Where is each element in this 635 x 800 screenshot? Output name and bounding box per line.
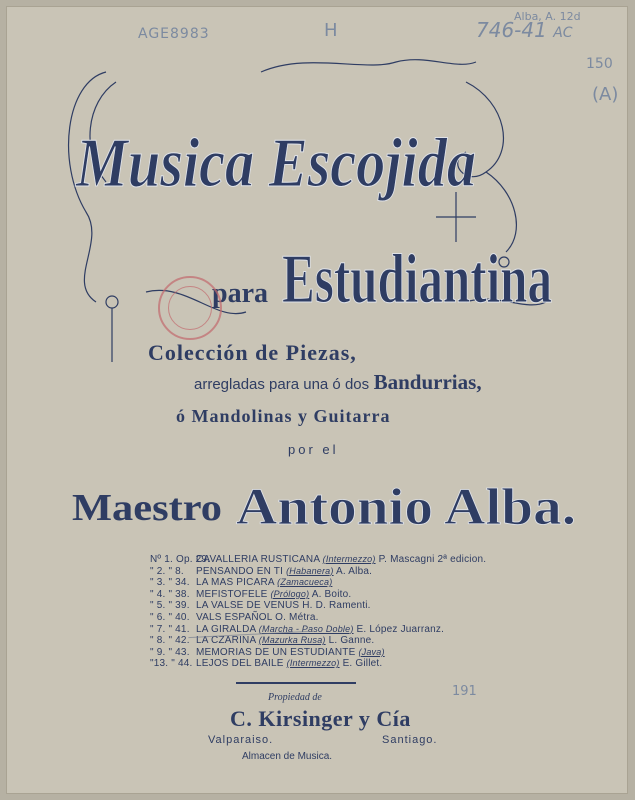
piece-note: (Java) [358, 646, 385, 657]
piece-composer: O. Métra. [275, 611, 319, 623]
piece-number: "13. " 44. [150, 658, 193, 670]
piece-note: (Intermezzo) [322, 554, 376, 564]
pencil-circled-letter: (A) [592, 84, 619, 105]
piece-note: (Marcha - Paso Doble) [258, 623, 354, 634]
author-prefix: Maestro [72, 487, 223, 529]
piece-number: " 9. " 43. [150, 646, 190, 658]
subtitle-arregladas [194, 370, 482, 395]
library-stamp [158, 276, 222, 340]
pencil-shelf-number: 746-41 AC [476, 18, 573, 42]
piece-edition: 2ª edicion. [437, 554, 487, 565]
piece-number: Nº 1. Op. 29. [150, 554, 211, 565]
piece-title: MEMORIAS DE UN ESTUDIANTE [196, 646, 356, 658]
piece-note: (Zamacueca) [277, 577, 333, 588]
piece-title: PENSANDO EN TI [196, 565, 284, 577]
piece-row [150, 589, 510, 601]
piece-row [150, 612, 510, 624]
propiedad-label: Propiedad de [268, 692, 322, 703]
piece-title: LA CZARINA [196, 635, 256, 647]
divider-line [236, 682, 356, 684]
score-cover [6, 6, 628, 794]
subtitle-arregladas-text: arregladas para una ó dos [194, 376, 370, 393]
pencil-side-number: 150 [586, 56, 613, 72]
piece-note: (Habanera) [286, 565, 334, 576]
piece-title: LA GIRALDA [196, 623, 256, 635]
publisher-name: C. Kirsinger y Cía [230, 706, 411, 731]
piece-composer: E. Gillet. [342, 658, 383, 670]
subtitle-por-el: por el [288, 442, 339, 457]
pieces-list [150, 554, 510, 670]
piece-number: " 8. " 42. [150, 635, 190, 647]
piece-note: (Intermezzo) [286, 658, 340, 669]
piece-title: LEJOS DEL BAILE [196, 658, 284, 670]
publisher-city-santiago: Santiago. [382, 734, 438, 746]
pencil-number-mark: 191 [452, 684, 477, 699]
piece-composer: P. Mascagni [378, 554, 435, 565]
piece-row [150, 566, 510, 578]
title-estudiantina: Estudiantina [282, 241, 552, 318]
piece-number: " 7. " 41. [150, 623, 190, 635]
piece-number: " 4. " 38. [150, 588, 190, 600]
piece-row [150, 647, 510, 659]
piece-row [150, 600, 510, 612]
pencil-catalog-mark: AGE8983 [138, 26, 210, 42]
piece-title: LA MAS PICARA [196, 577, 275, 589]
piece-composer: L. Ganne. [328, 635, 375, 647]
piece-row [150, 658, 510, 670]
piece-title: CAVALLERIA RUSTICANA [196, 554, 320, 565]
piece-note: (Mazurka Rusa) [258, 635, 326, 646]
piece-composer: E. López Juarranz. [356, 623, 445, 635]
piece-number: " 5. " 39. [150, 600, 190, 612]
pencil-letter-mark: H [324, 20, 338, 41]
piece-composer: A. Alba. [336, 565, 373, 577]
piece-number: " 3. " 34. [150, 577, 190, 589]
piece-note: (Prólogo) [270, 588, 310, 599]
piece-title: VALS ESPAÑOL [196, 611, 273, 623]
publisher-almacen: Almacen de Musica. [242, 751, 333, 762]
piece-number: " 2. " 8. [150, 565, 184, 577]
subtitle-mandolinas: ó Mandolinas y Guitarra [176, 406, 391, 426]
author-name: Antonio Alba. [236, 479, 576, 536]
publisher-city-valparaiso: Valparaiso. [208, 734, 274, 746]
title-line1: Musica Escojida [75, 125, 476, 202]
subtitle-bandurrias: Bandurrias, [373, 370, 482, 394]
piece-number: " 6. " 40. [150, 611, 190, 623]
piece-row [150, 577, 510, 589]
piece-composer: H. D. Ramenti. [302, 600, 371, 612]
piece-row [150, 554, 510, 566]
author-line [72, 458, 582, 542]
piece-composer: A. Boito. [311, 588, 352, 600]
piece-title: MEFISTOFELE [196, 588, 268, 600]
piece-title: LA VALSE DE VENUS [196, 600, 300, 612]
subtitle-coleccion: Colección de Piezas, [148, 340, 357, 365]
title-para: para [212, 278, 268, 309]
pencil-author-note: Alba, A. 12d [514, 10, 581, 23]
title-para-estudiantina [212, 230, 558, 330]
title-musica-escojida [66, 66, 486, 226]
